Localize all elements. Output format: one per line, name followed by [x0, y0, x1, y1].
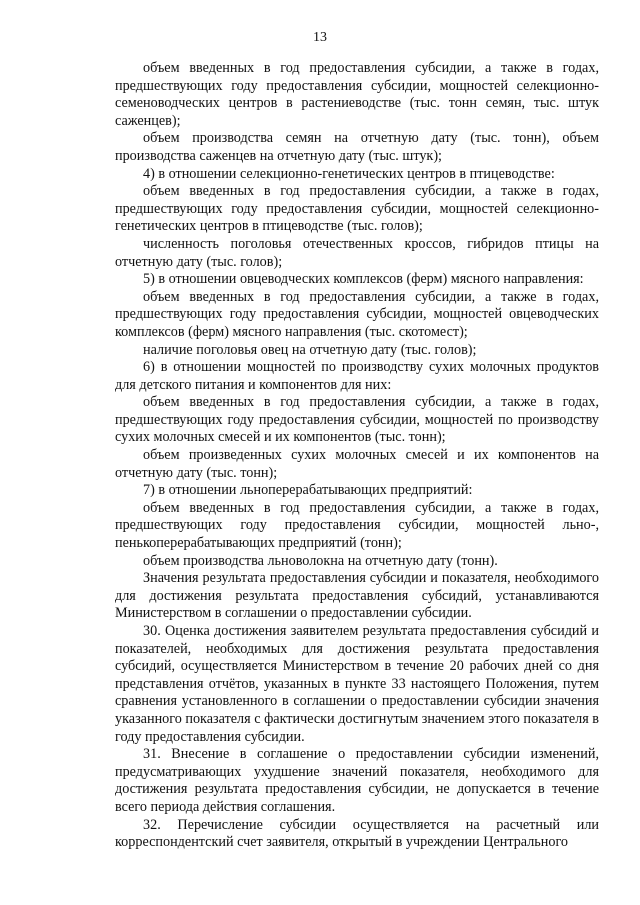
- paragraph: объем произведенных сухих молочных смесей и их компонентов на отчетную дату (тыс. тонн);: [115, 447, 599, 481]
- paragraph: объем введенных в год предоставления субсидии, а также в годах, предшествующих году предоставления субсидии, мощностей селекционно-семеноводческих центров в растениеводстве (тыс. тонн семян, тыс. штук саженцев);: [115, 60, 599, 129]
- page-number: 13: [313, 30, 327, 45]
- paragraph: 30. Оценка достижения заявителем результата предоставления субсидий и показателей, необходимых для достижения результата предоставления субсидий, осуществляется Министерством в течение 20 рабочих дней со дня представления отчётов, указанных в пункте 33 настоящего Положения, путем сравнения установленного в соглашении о предоставлении субсидии значения указанного показателя с фактически достигнутым значением этого показателя в году предоставления субсидии.: [115, 623, 599, 745]
- paragraph: объем введенных в год предоставления субсидии, а также в годах, предшествующих году предоставления субсидии, мощностей селекционно-генетических центров в птицеводстве (тыс. голов);: [115, 183, 599, 235]
- paragraph: наличие поголовья овец на отчетную дату (тыс. голов);: [143, 341, 477, 358]
- paragraph: 5) в отношении овцеводческих комплексов (ферм) мясного направления:: [143, 271, 584, 288]
- paragraph: 4) в отношении селекционно-генетических центров в птицеводстве:: [143, 165, 555, 182]
- paragraph: 31. Внесение в соглашение о предоставлении субсидии изменений, предусматривающих ухудшение значений показателя, необходимого для достижения результата предоставления субсидии, не допускается в течение всего периода действия соглашения.: [115, 746, 599, 815]
- paragraph: объем производства льноволокна на отчетную дату (тонн).: [143, 552, 498, 569]
- paragraph: 32. Перечисление субсидии осуществляется на расчетный или корреспондентский счет заявителя, открытый в учреждении Центрального: [115, 816, 599, 851]
- paragraph: численность поголовья отечественных кроссов, гибридов птицы на отчетную дату (тыс. голов);: [115, 235, 599, 270]
- paragraph: объем введенных в год предоставления субсидии, а также в годах, предшествующих году предоставления субсидии, мощностей овцеводческих комплексов (ферм) мясного направления (тыс. скотомест);: [115, 288, 599, 340]
- paragraph: 6) в отношении мощностей по производству сухих молочных продуктов для детского питания и компонентов для них:: [115, 359, 599, 393]
- paragraph: 7) в отношении льноперерабатывающих предприятий:: [143, 482, 473, 499]
- paragraph: Значения результата предоставления субсидии и показателя, необходимого для достижения результата предоставления субсидий, устанавливаются Министерством в соглашении о предоставлении субсидии.: [115, 570, 599, 622]
- paragraph: объем введенных в год предоставления субсидии, а также в годах, предшествующих году предоставления субсидии, мощностей льно-, пенькоперерабатывающих предприятий (тонн);: [115, 499, 599, 552]
- paragraph: объем производства семян на отчетную дату (тыс. тонн), объем производства саженцев на отчетную дату (тыс. штук);: [115, 130, 599, 164]
- document-body: [115, 60, 599, 852]
- paragraph: объем введенных в год предоставления субсидии, а также в годах, предшествующих году предоставления субсидии, мощностей по производству сухих молочных смесей и их компонентов (тыс. тонн);: [115, 394, 599, 446]
